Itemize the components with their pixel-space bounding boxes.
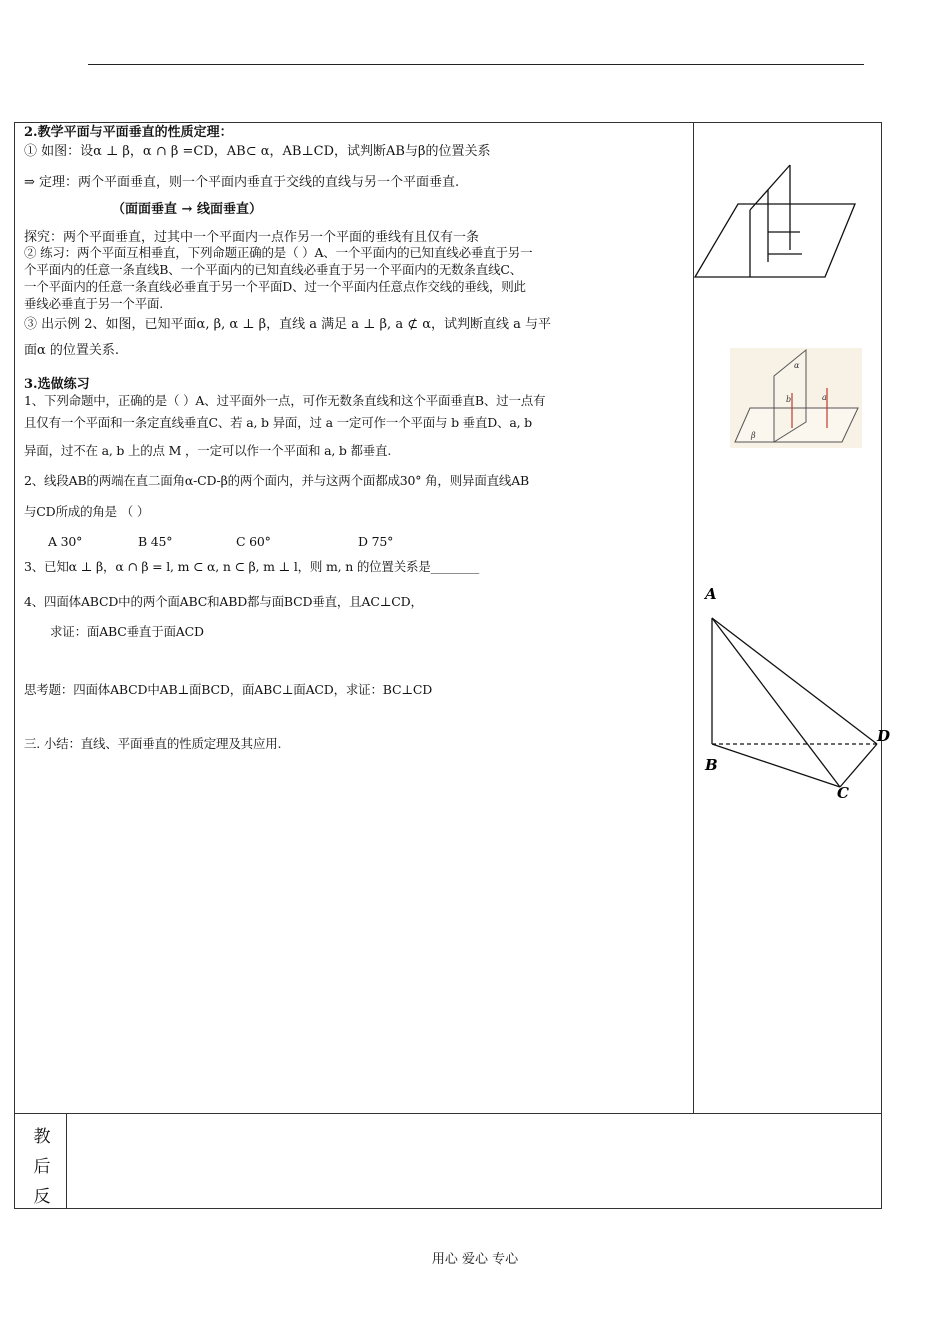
practice-line: 个平面内的任意一条直线B、一个平面内的已知直线必垂直于另一个平面内的无数条直线C、 (24, 262, 523, 277)
exercise2-option-c: C 60° (236, 534, 271, 549)
label-a: a (822, 393, 827, 402)
vertex-a-label: A (705, 585, 717, 603)
explore-text: 探究：两个平面垂直，过其中一个平面内一点作另一个平面的垂线有且仅有一条 (24, 230, 480, 245)
exercise2-option-d: D 75° (358, 534, 394, 549)
section3-title: 3.选做练习 (24, 377, 90, 392)
header-rule (88, 64, 864, 65)
exercise4-prove: 求证：面ABC垂直于面ACD (50, 624, 204, 639)
exercise2-line: 与CD所成的角是 （ ） (24, 504, 150, 519)
exercise3: 3、已知α ⊥ β，α ∩ β = l, m ⊂ α, n ⊂ β, m ⊥ l，则 m, n 的位置关系是________ (24, 559, 480, 574)
theorem-summary: （面面垂直 → 线面垂直） (112, 202, 262, 217)
exercise2-line: 2、线段AB的两端在直二面角α-CD-β的两个面内，并与这两个面都成30° 角，则异面直线AB (24, 473, 530, 488)
reflection-label-char: 教 (33, 1127, 51, 1147)
section2-title: 2.教学平面与平面垂直的性质定理： (24, 125, 233, 140)
summary: 三. 小结：直线、平面垂直的性质定理及其应用. (24, 736, 282, 751)
section2-question1: ① 如图：设α ⊥ β，α ∩ β =CD，AB⊂ α，AB⊥CD，试判断AB与β的位置关系 (24, 144, 491, 159)
label-b: b (786, 395, 792, 404)
vertex-b-label: B (705, 756, 718, 774)
figure-example-planes (730, 348, 862, 448)
label-alpha: α (794, 361, 800, 370)
exercise2-option-b: B 45° (138, 534, 173, 549)
figure-tetrahedron (695, 580, 895, 805)
example-line: ③ 出示例 2、如图，已知平面α, β, α ⊥ β，直线 a 满足 a ⊥ β, a ⊄ α，试判断直线 a 与平 (24, 317, 552, 332)
exercise1-line: 异面，过不在 a, b 上的点 M ，一定可以作一个平面和 a, b 都垂直. (24, 443, 392, 458)
exercise1-line: 1、下列命题中，正确的是（ ）A、过平面外一点，可作无数条直线和这个平面垂直B、过一点有 (24, 393, 546, 408)
practice-line: 垂线必垂直于另一个平面. (24, 296, 164, 311)
row-divider (14, 1113, 882, 1114)
exercise1-line: 且仅有一个平面和一条定直线垂直C、若 a, b 异面，过 a 一定可作一个平面与 b 垂直D、a, b (24, 415, 532, 430)
vertex-d-label: D (877, 727, 891, 745)
practice-line: ② 练习：两个平面互相垂直，下列命题正确的是（ ）A、一个平面内的已知直线必垂直于另一 (24, 245, 533, 260)
vertex-c-label: C (837, 784, 849, 802)
theorem: ⇒ 定理：两个平面垂直，则一个平面内垂直于交线的直线与另一个平面垂直. (24, 175, 460, 190)
practice-line: 一个平面内的任意一条直线必垂直于另一个平面D、过一个平面内任意点作交线的垂线，则此 (24, 279, 526, 294)
reflection-label-char: 后 (33, 1157, 51, 1177)
figure-perpendicular-planes (690, 150, 865, 285)
exercise2-option-a: A 30° (48, 534, 83, 549)
exercise4: 4、四面体ABCD中的两个面ABC和ABD都与面BCD垂直，且AC⊥CD， (24, 594, 423, 609)
label-beta: β (751, 431, 756, 440)
footer-motto: 用心 爱心 专心 (431, 1252, 519, 1267)
example-line: 面α 的位置关系. (24, 343, 120, 358)
reflection-label-char: 反 (33, 1187, 51, 1207)
think-question: 思考题：四面体ABCD中AB⊥面BCD，面ABC⊥面ACD，求证：BC⊥CD (24, 682, 433, 697)
reflection-divider (66, 1113, 67, 1209)
